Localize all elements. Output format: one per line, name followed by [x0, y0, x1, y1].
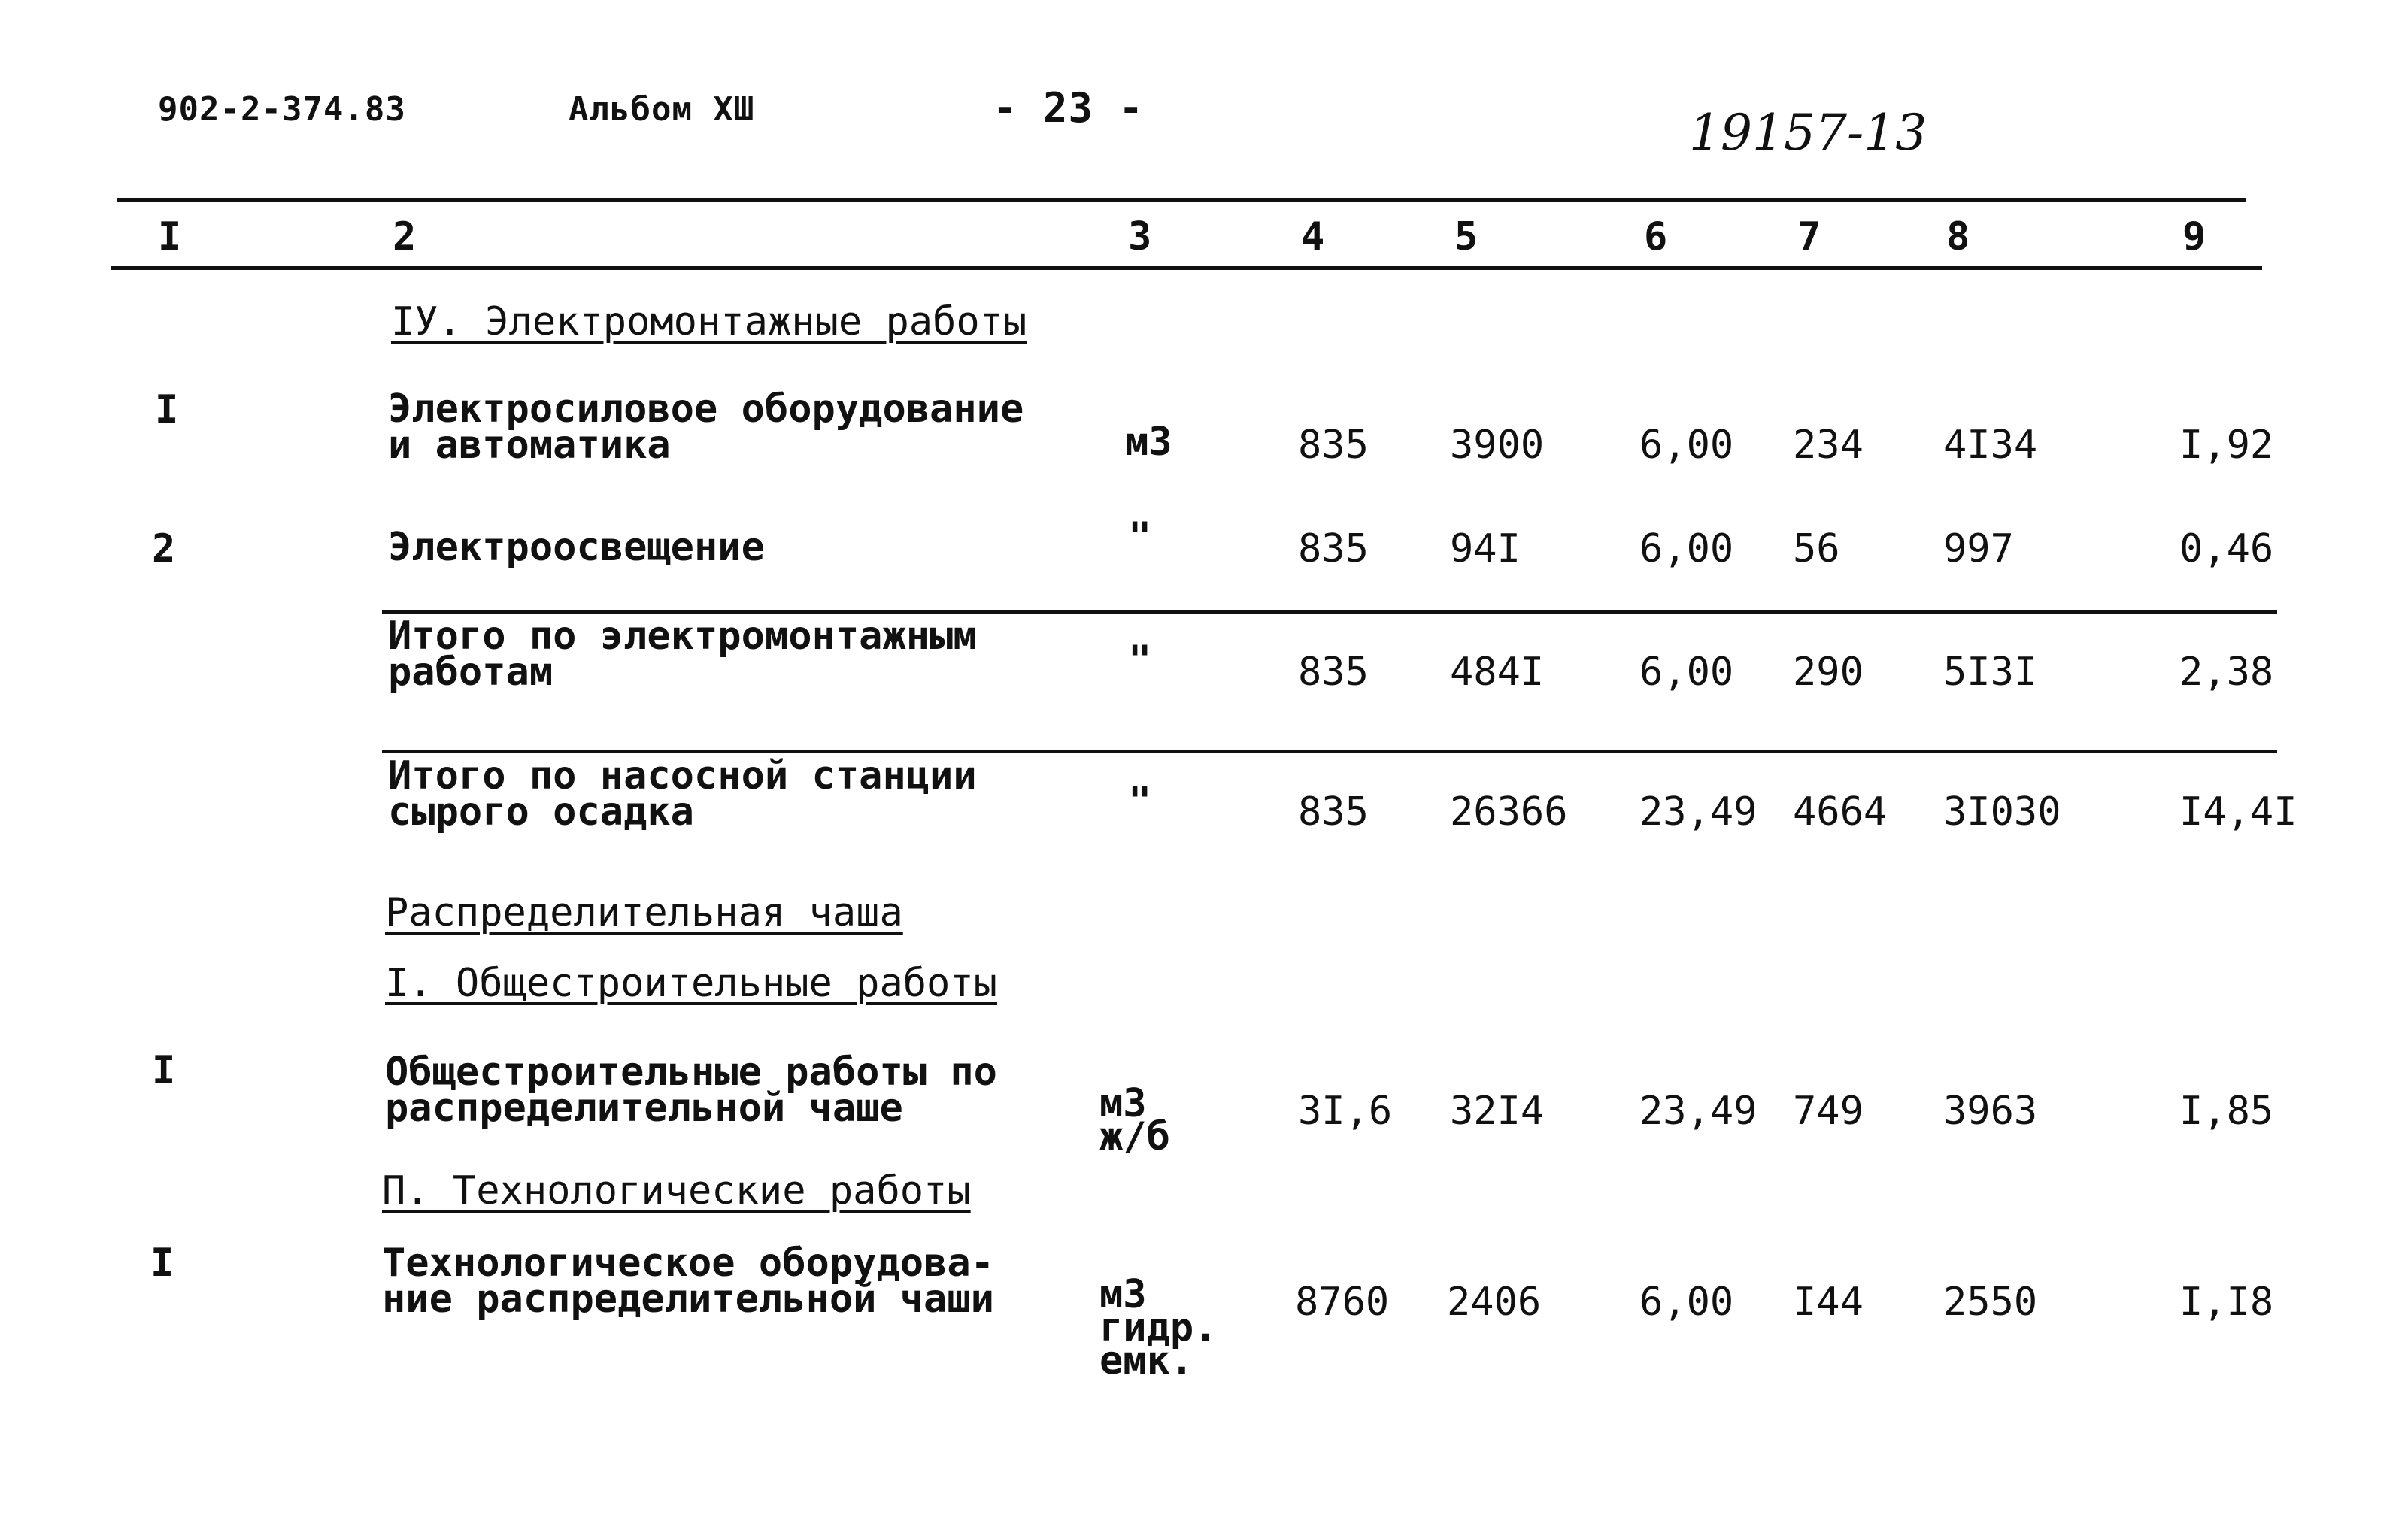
- row-col9: I,I8: [2179, 1280, 2274, 1325]
- row-number: I: [155, 387, 179, 432]
- column-number-5: 5: [1454, 214, 1478, 259]
- row-col8: 3I030: [1943, 789, 2061, 835]
- row-number: 2: [152, 526, 176, 571]
- row-unit-line: ": [1128, 514, 1152, 559]
- row-col5: 32I4: [1450, 1089, 1545, 1134]
- table-header-rule: [111, 266, 2262, 270]
- row-description-line: Итого по электромонтажным: [388, 614, 977, 659]
- row-unit: [1125, 420, 1172, 465]
- row-col9: 0,46: [2179, 526, 2274, 571]
- subsection-title-general-construction: I. Общестроительные работы: [385, 961, 997, 1006]
- row-col8: 4I34: [1943, 423, 2038, 468]
- row-col7: 749: [1793, 1089, 1864, 1134]
- row-unit: [1128, 779, 1152, 824]
- row-unit: [1099, 1272, 1218, 1383]
- row-unit-line: ж/б: [1099, 1114, 1170, 1159]
- row-unit-line: ": [1128, 638, 1152, 683]
- row-unit-line: ": [1128, 779, 1152, 824]
- handwritten-number: 19157-13: [1689, 104, 1927, 162]
- section-title-electrical: IУ. Электромонтажные работы: [391, 299, 1027, 344]
- row-unit-line: м3: [1125, 420, 1172, 465]
- row-unit-line: м3: [1099, 1272, 1147, 1317]
- row-col5: 26366: [1450, 789, 1568, 835]
- document-code: 902-2-374.83: [158, 90, 406, 129]
- row-col6: 23,49: [1639, 789, 1757, 835]
- row-col4: 835: [1298, 789, 1369, 835]
- row-description: [388, 753, 977, 835]
- row-col9: I4,4I: [2179, 789, 2297, 835]
- row-unit: [1099, 1081, 1170, 1159]
- row-description-line: сырого осадка: [388, 789, 694, 835]
- row-unit-line: м3: [1099, 1081, 1147, 1126]
- row-col4: 835: [1298, 526, 1369, 571]
- row-col4: 8760: [1295, 1280, 1390, 1325]
- row-unit: [1128, 638, 1152, 683]
- row-col6: 6,00: [1639, 423, 1734, 468]
- subsection-title-technological: П. Технологические работы: [382, 1168, 971, 1213]
- column-number-2: 2: [393, 214, 417, 259]
- row-description-line: Электроосвещение: [388, 525, 765, 570]
- row-col6: 6,00: [1639, 1280, 1734, 1325]
- row-col9: 2,38: [2179, 650, 2274, 695]
- section-title-distribution-bowl: Распределительная чаша: [385, 890, 903, 935]
- row-col6: 23,49: [1639, 1089, 1757, 1134]
- row-description-line: Электросиловое оборудование: [388, 386, 1024, 432]
- column-number-3: 3: [1128, 214, 1152, 259]
- column-number-7: 7: [1797, 214, 1821, 259]
- row-number: I: [152, 1048, 176, 1093]
- row-col7: 234: [1793, 423, 1864, 468]
- row-description: [388, 386, 1024, 468]
- column-number-6: 6: [1644, 214, 1668, 259]
- column-number-8: 8: [1946, 214, 1970, 259]
- row-description: [388, 525, 765, 570]
- row-col6: 6,00: [1639, 650, 1734, 695]
- row-col8: 2550: [1943, 1280, 2038, 1325]
- row-col8: 5I3I: [1943, 650, 2038, 695]
- row-description: [385, 1050, 997, 1131]
- row-col4: 3I,6: [1298, 1089, 1393, 1134]
- row-col7: 4664: [1793, 789, 1888, 835]
- row-description-line: Итого по насосной станции: [388, 753, 977, 798]
- row-description-line: Общестроительные работы по: [385, 1050, 997, 1095]
- row-description-line: работам: [388, 650, 553, 695]
- row-col5: 2406: [1447, 1280, 1542, 1325]
- row-unit-line: емк.: [1099, 1338, 1194, 1383]
- row-description: [382, 1241, 994, 1322]
- page-number: - 23 -: [993, 84, 1145, 132]
- row-description-line: Технологическое оборудова-: [382, 1241, 994, 1286]
- row-description-line: и автоматика: [388, 423, 671, 468]
- row-col4: 835: [1298, 650, 1369, 695]
- row-col6: 6,00: [1639, 526, 1734, 571]
- row-col8: 997: [1943, 526, 2014, 571]
- row-description-line: ние распределительной чаши: [382, 1277, 994, 1322]
- column-number-4: 4: [1301, 214, 1325, 259]
- row-unit: [1128, 514, 1152, 559]
- row-col5: 94I: [1450, 526, 1521, 571]
- row-unit-line: гидр.: [1099, 1305, 1218, 1350]
- row-col7: 290: [1793, 650, 1864, 695]
- column-number-1: I: [158, 214, 182, 259]
- row-col8: 3963: [1943, 1089, 2038, 1134]
- row-col4: 835: [1298, 423, 1369, 468]
- row-col5: 3900: [1450, 423, 1545, 468]
- row-description: [388, 614, 977, 695]
- row-col5: 484I: [1450, 650, 1545, 695]
- row-number: I: [150, 1241, 174, 1286]
- table-top-rule: [117, 198, 2246, 202]
- album-label: Альбом XШ: [569, 90, 755, 129]
- row-col7: I44: [1793, 1280, 1864, 1325]
- row-col9: I,92: [2179, 423, 2274, 468]
- row-col9: I,85: [2179, 1089, 2274, 1134]
- column-number-9: 9: [2182, 214, 2206, 259]
- row-col7: 56: [1793, 526, 1840, 571]
- row-description-line: распределительной чаше: [385, 1086, 903, 1131]
